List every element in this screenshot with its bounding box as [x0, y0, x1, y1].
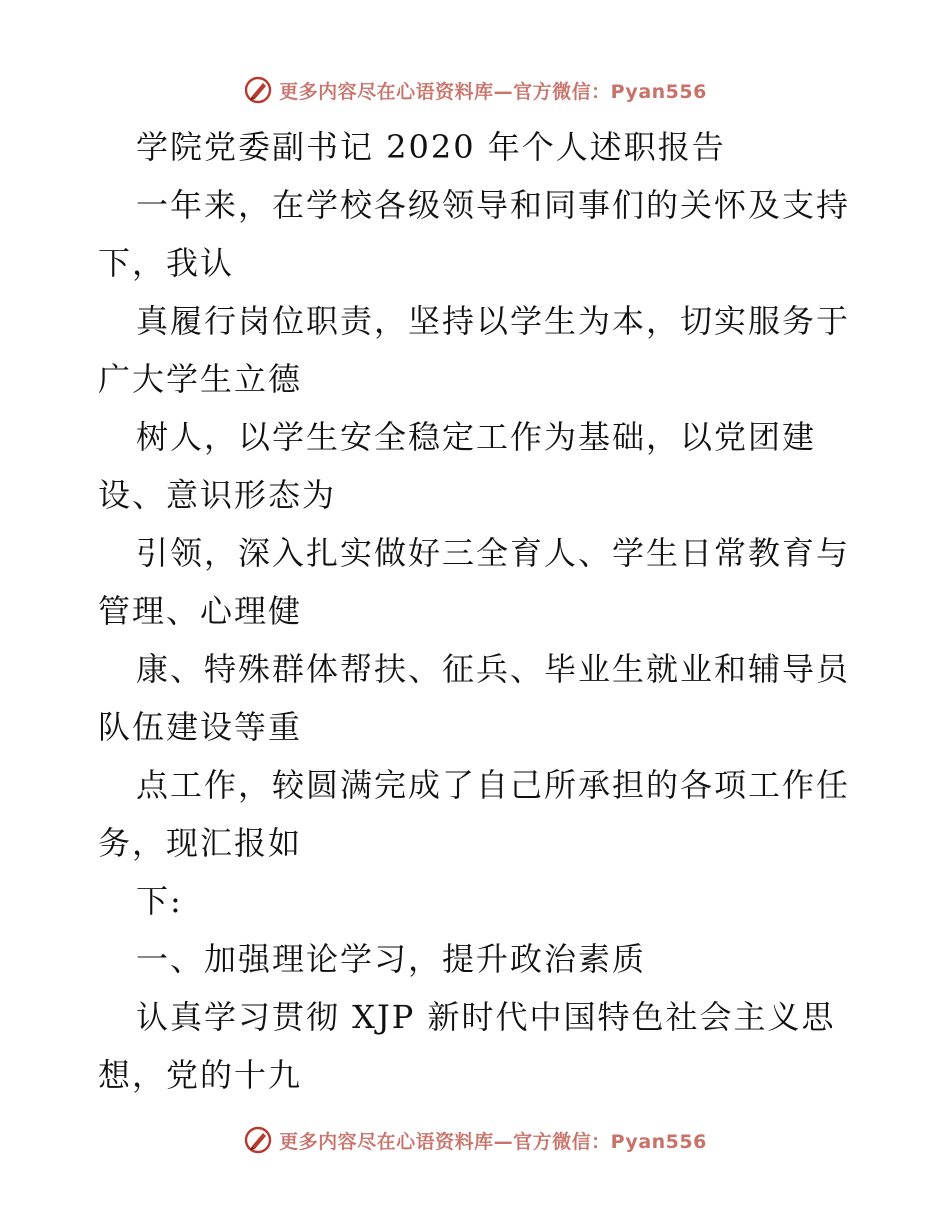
paragraph-line: 下，我认: [98, 244, 235, 282]
paragraph-line: 队伍建设等重: [98, 708, 303, 746]
paragraph-line: 管理、心理健: [98, 592, 303, 630]
header-watermark: [0, 72, 950, 108]
paragraph-line: 设、意识形态为: [98, 476, 337, 514]
watermark-content: [243, 1125, 707, 1155]
paragraph-line: 务，现汇报如: [98, 824, 303, 862]
paragraph-line: 真履行岗位职责，坚持以学生为本，切实服务于: [136, 302, 851, 340]
paragraph-line: 下:: [136, 882, 183, 920]
footer-watermark: [0, 1122, 950, 1158]
paragraph-line: 康、特殊群体帮扶、征兵、毕业生就业和辅导员: [136, 650, 851, 688]
watermark-text: 更多内容尽在心语资料库—官方微信：Pyan556: [279, 80, 707, 103]
paragraph-line: 点工作，较圆满完成了自己所承担的各项工作任: [136, 766, 851, 804]
paragraph-line: 树人，以学生安全稳定工作为基础，以党团建: [136, 418, 817, 456]
watermark-content: [243, 75, 707, 105]
pen-logo-icon: [243, 1125, 273, 1155]
paragraph-line: 想，党的十九: [98, 1056, 303, 1094]
paragraph-line: 广大学生立德: [98, 360, 303, 398]
paragraph-line: 认真学习贯彻 XJP 新时代中国特色社会主义思: [136, 998, 836, 1036]
paragraph-line: 一年来，在学校各级领导和同事们的关怀及支持: [136, 186, 851, 224]
section-heading: 一、加强理论学习，提升政治素质: [136, 940, 647, 978]
document-body: [98, 118, 858, 1104]
pen-logo-icon: [243, 75, 273, 105]
watermark-text: 更多内容尽在心语资料库—官方微信：Pyan556: [279, 1130, 707, 1153]
paragraph-line: 引领，深入扎实做好三全育人、学生日常教育与: [136, 534, 851, 572]
document-title: 学院党委副书记 2020 年个人述职报告: [136, 128, 726, 166]
